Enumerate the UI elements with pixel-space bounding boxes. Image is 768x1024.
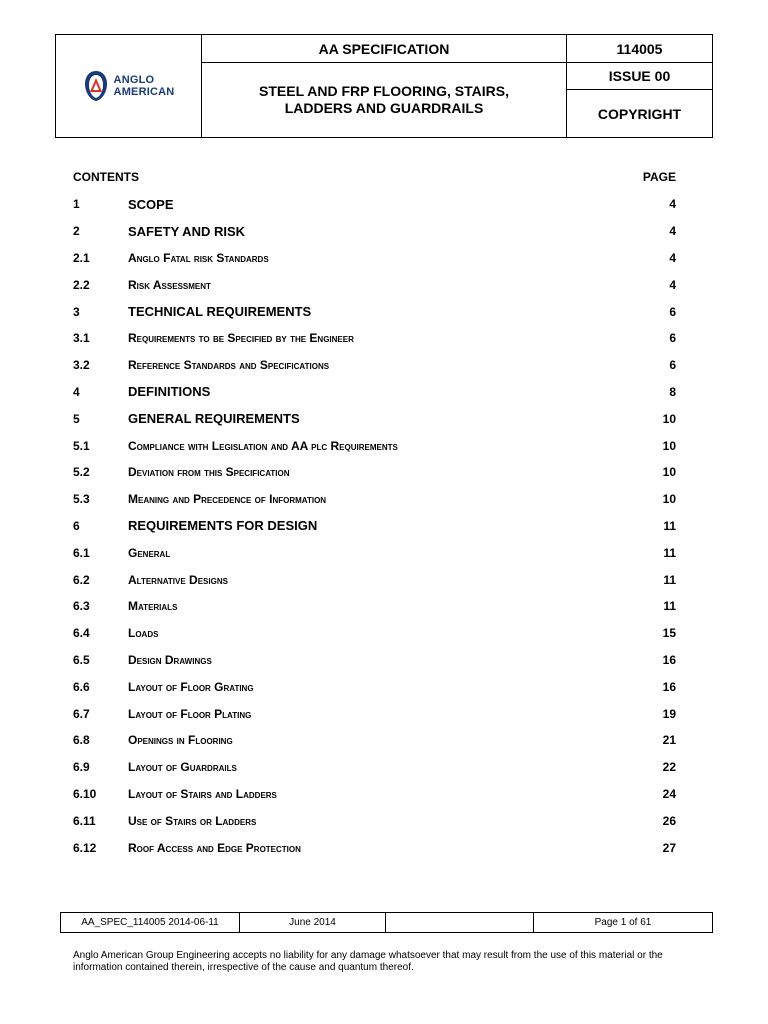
toc-entry[interactable]: [73, 566, 676, 593]
toc-entry-page: 11: [663, 545, 676, 560]
toc-entry-page: 21: [662, 733, 676, 748]
toc-entry-number: 6.4: [73, 626, 90, 641]
toc-entry-number: 3: [73, 304, 80, 319]
toc-entry-page: 11: [663, 599, 676, 614]
toc-entry[interactable]: [73, 486, 676, 513]
toc-entry-page: 4: [669, 250, 676, 265]
toc-entry[interactable]: [73, 593, 676, 620]
toc-entry-page: 8: [669, 384, 676, 399]
logo-wordmark: [114, 74, 175, 98]
toc-entry[interactable]: [73, 754, 676, 781]
toc-entry-number: 3.1: [73, 331, 90, 346]
toc-entry-number: 1: [73, 197, 80, 212]
toc-entry-number: 6.11: [73, 813, 96, 828]
toc-entry[interactable]: [73, 539, 676, 566]
toc-entry-page: 27: [662, 840, 676, 855]
toc-entry-number: 6.5: [73, 652, 90, 667]
footer-date: June 2014: [240, 913, 386, 932]
title-line1: STEEL AND FRP FLOORING, STAIRS,: [259, 83, 509, 99]
document-number: 114005: [567, 35, 712, 63]
toc-entry-page: 26: [662, 813, 676, 828]
toc-entry-title: GENERAL REQUIREMENTS: [128, 411, 300, 427]
toc-entry-title: REQUIREMENTS FOR DESIGN: [128, 518, 318, 534]
document-header: [55, 34, 713, 138]
toc-entry-number: 3.2: [73, 358, 90, 373]
toc-entry-page: 16: [662, 679, 676, 694]
toc-entry-title: Risk Assessment: [128, 277, 211, 292]
anglo-american-logo: [83, 70, 175, 102]
toc-entry-title: Deviation from this Specification: [128, 465, 290, 480]
toc-entry-number: 6.8: [73, 733, 90, 748]
logo-line2: AMERICAN: [113, 86, 175, 98]
toc-entry[interactable]: [73, 807, 676, 834]
toc-entry-page: 19: [662, 706, 676, 721]
toc-entry-number: 2.2: [73, 277, 90, 292]
toc-entry-title: Layout of Floor Plating: [128, 706, 252, 721]
toc-entry[interactable]: [73, 700, 676, 727]
toc-entry-title: Alternative Designs: [128, 572, 228, 587]
toc-entry-page: 24: [662, 786, 676, 801]
toc-entry-number: 6.7: [73, 706, 90, 721]
copyright-label: COPYRIGHT: [597, 105, 682, 122]
logo-line1: ANGLO: [113, 74, 155, 86]
toc-entry[interactable]: [73, 727, 676, 754]
toc-entry-title: Layout of Floor Grating: [128, 679, 254, 694]
toc-entry-number: 6.9: [73, 760, 90, 775]
toc-entry-page: 11: [663, 572, 676, 587]
footer-blank-cell: [386, 913, 534, 932]
page-column-heading: PAGE: [642, 170, 676, 184]
toc-entry[interactable]: [73, 325, 676, 352]
toc-entry-title: Reference Standards and Specifications: [128, 358, 330, 373]
toc-entry[interactable]: [73, 620, 676, 647]
toc-entry-title: Loads: [128, 626, 159, 641]
toc-entry[interactable]: [73, 781, 676, 808]
toc-entry-number: 6: [73, 518, 80, 533]
toc-entry-title: Use of Stairs or Ladders: [128, 813, 257, 828]
toc-entry[interactable]: [73, 834, 676, 861]
toc-entry[interactable]: [73, 513, 676, 540]
toc-entry-page: 11: [663, 518, 676, 533]
table-of-contents: [73, 191, 676, 861]
disclaimer-text: Anglo American Group Engineering accepts no liability for any damage whatsoever that may result from the use of this material or the information contained therein, irrespective of the cause and quantum thereof.: [73, 950, 663, 973]
toc-entry-number: 4: [73, 384, 80, 399]
toc-entry-page: 4: [669, 224, 676, 239]
logo-cell: [56, 35, 202, 137]
toc-entry-page: 16: [662, 652, 676, 667]
toc-entry[interactable]: [73, 673, 676, 700]
toc-entry-number: 6.6: [73, 679, 90, 694]
toc-entry-number: 6.1: [73, 545, 90, 560]
footer-page-number: Page 1 of 61: [594, 917, 652, 928]
toc-entry-page: 4: [669, 277, 676, 292]
toc-entry-title: Openings in Flooring: [128, 733, 233, 748]
document-footer: [60, 912, 713, 933]
issue-label: ISSUE 00: [567, 63, 712, 90]
toc-entry[interactable]: [73, 405, 676, 432]
toc-entry-page: 10: [662, 492, 676, 507]
toc-entry-number: 5.1: [73, 438, 90, 453]
contents-heading: CONTENTS: [73, 170, 139, 184]
toc-entry-number: 6.3: [73, 599, 90, 614]
toc-entry-page: 15: [662, 626, 676, 641]
toc-entry[interactable]: [73, 218, 676, 245]
toc-entry[interactable]: [73, 432, 676, 459]
contents-heading-row: [73, 170, 676, 186]
toc-entry-title: Roof Access and Edge Protection: [128, 840, 301, 855]
toc-entry[interactable]: [73, 191, 676, 218]
anglo-american-emblem-icon: [83, 70, 109, 102]
toc-entry-number: 2: [73, 224, 80, 239]
toc-entry-number: 5.2: [73, 465, 90, 480]
toc-entry-title: Requirements to be Specified by the Engineer: [128, 331, 354, 346]
toc-entry-title: Anglo Fatal risk Standards: [128, 250, 269, 265]
toc-entry[interactable]: [73, 647, 676, 674]
document-title: [202, 63, 567, 137]
toc-entry-number: 5: [73, 411, 80, 426]
toc-entry-title: DEFINITIONS: [128, 384, 211, 400]
toc-entry-page: 10: [662, 411, 676, 426]
toc-entry-title: Design Drawings: [128, 652, 212, 667]
toc-entry-number: 5.3: [73, 492, 90, 507]
spec-label: AA SPECIFICATION: [202, 35, 567, 63]
toc-entry-number: 6.10: [73, 786, 97, 801]
toc-entry[interactable]: [73, 245, 676, 272]
toc-entry-page: 6: [669, 358, 676, 373]
toc-entry-title: Materials: [128, 599, 178, 614]
toc-entry-page: 10: [662, 465, 676, 480]
toc-entry[interactable]: [73, 379, 676, 406]
toc-entry-number: 6.12: [73, 840, 97, 855]
toc-entry-title: Layout of Stairs and Ladders: [128, 786, 277, 801]
toc-entry-page: 6: [669, 304, 676, 319]
toc-entry-title: Layout of Guardrails: [128, 760, 237, 775]
toc-entry-page: 4: [669, 197, 676, 212]
toc-entry-title: General: [128, 545, 171, 560]
toc-entry-number: 2.1: [73, 250, 90, 265]
toc-entry[interactable]: [73, 298, 676, 325]
toc-entry-page: 10: [662, 438, 676, 453]
toc-entry-title: SAFETY AND RISK: [128, 223, 246, 239]
toc-entry[interactable]: [73, 459, 676, 486]
toc-entry-number: 6.2: [73, 572, 90, 587]
toc-entry[interactable]: [73, 271, 676, 298]
toc-entry-page: 22: [662, 760, 676, 775]
toc-entry-title: TECHNICAL REQUIREMENTS: [128, 304, 312, 320]
footer-doc-ref: AA_SPEC_114005 2014-06-11: [61, 913, 240, 932]
toc-entry[interactable]: [73, 352, 676, 379]
toc-entry-title: SCOPE: [128, 196, 174, 212]
title-line2: LADDERS AND GUARDRAILS: [284, 100, 484, 116]
toc-entry-title: Compliance with Legislation and AA plc Requirements: [128, 438, 398, 453]
toc-entry-title: Meaning and Precedence of Information: [128, 492, 327, 507]
toc-entry-page: 6: [669, 331, 676, 346]
